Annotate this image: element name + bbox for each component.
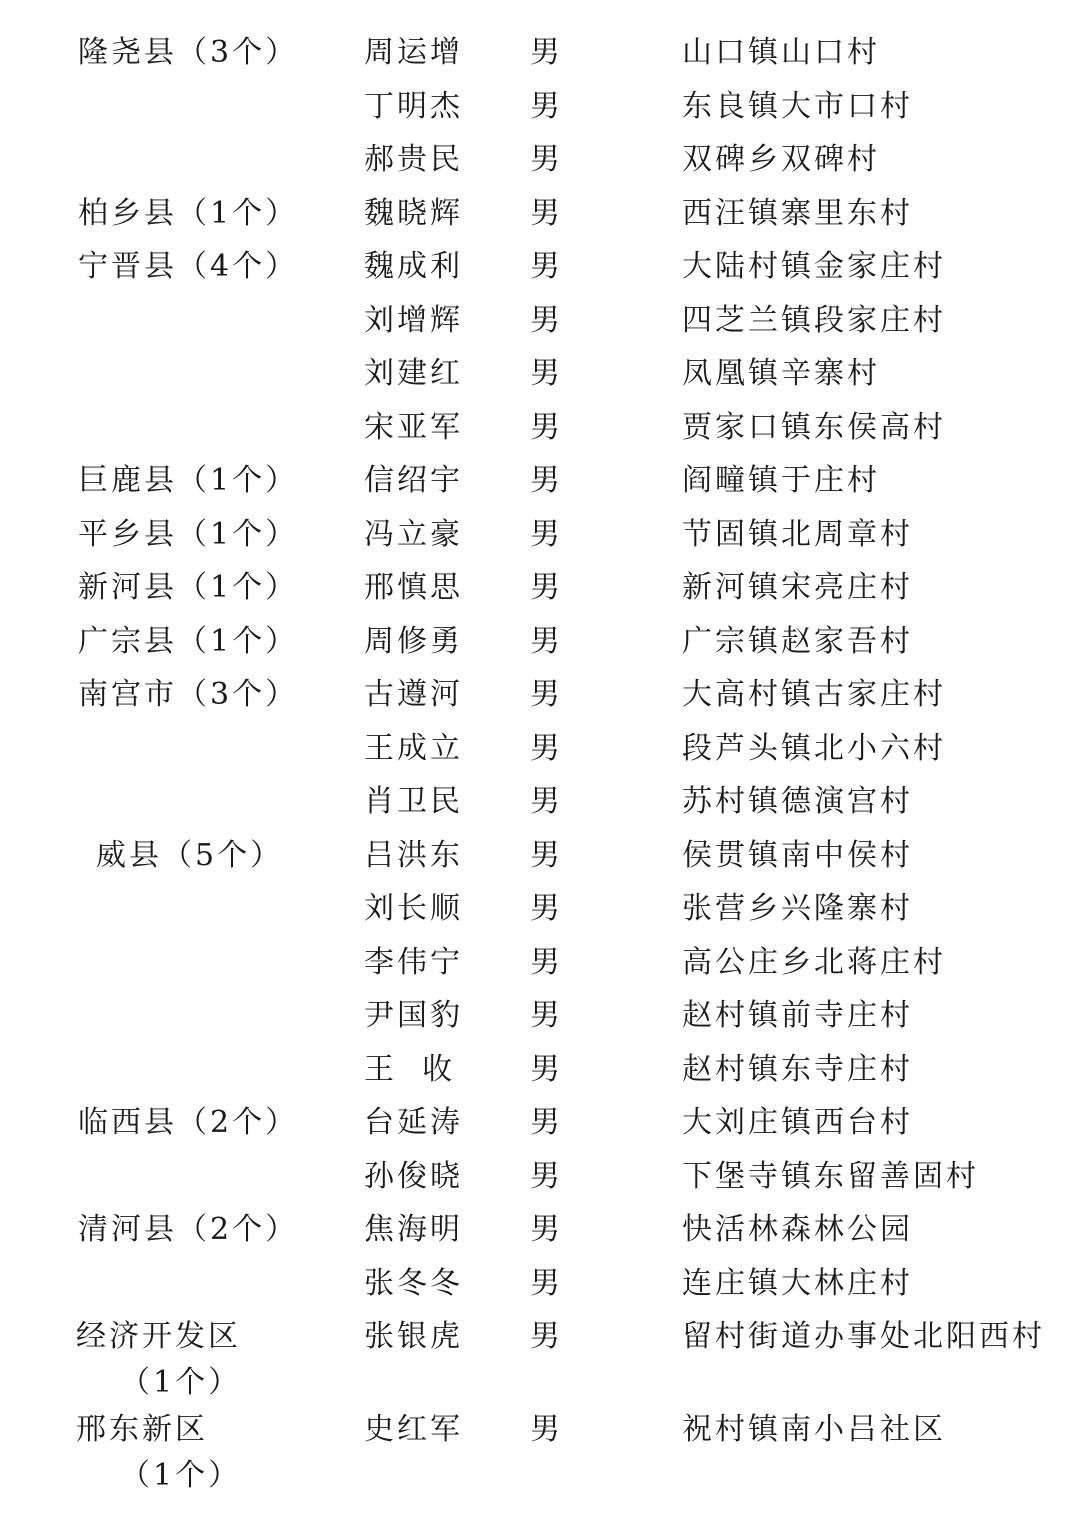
table-row — [0, 194, 1080, 234]
village-location: 贾家口镇东侯高村 — [682, 410, 946, 445]
person-gender: 男 — [530, 945, 563, 980]
person-name: 焦海明 — [364, 1212, 463, 1247]
village-location: 侯贯镇南中侯村 — [682, 838, 913, 873]
table-row — [0, 515, 1080, 555]
county-label: 平乡县（1个） — [78, 517, 299, 552]
village-location: 节固镇北周章村 — [682, 517, 913, 552]
person-gender: 男 — [530, 1266, 563, 1301]
county-label: 威县（5个） — [96, 838, 284, 873]
table-row — [0, 408, 1080, 448]
table-row — [0, 1103, 1080, 1143]
county-label: 柏乡县（1个） — [78, 196, 299, 231]
village-location: 留村街道办事处北阳西村 — [682, 1319, 1045, 1354]
village-location: 大陆村镇金家庄村 — [682, 249, 946, 284]
village-location: 张营乡兴隆寨村 — [682, 891, 913, 926]
person-gender: 男 — [530, 463, 563, 498]
person-gender: 男 — [530, 517, 563, 552]
table-row — [0, 1210, 1080, 1250]
village-location: 赵村镇前寺庄村 — [682, 998, 913, 1033]
village-location: 大刘庄镇西台村 — [682, 1105, 913, 1140]
village-location: 快活林森林公园 — [682, 1212, 913, 1247]
person-gender: 男 — [530, 1052, 563, 1087]
village-location: 段芦头镇北小六村 — [682, 731, 946, 766]
person-name: 王成立 — [364, 731, 463, 766]
person-name: 尹国豹 — [364, 998, 463, 1033]
village-location: 下堡寺镇东留善固村 — [682, 1159, 979, 1194]
person-gender: 男 — [530, 142, 563, 177]
county-label: 清河县（2个） — [78, 1212, 299, 1247]
county-label: 广宗县（1个） — [78, 624, 299, 659]
person-gender: 男 — [530, 249, 563, 284]
person-name: 郝贵民 — [364, 142, 463, 177]
person-gender: 男 — [530, 303, 563, 338]
person-gender: 男 — [530, 356, 563, 391]
table-row — [0, 622, 1080, 662]
table-row — [0, 1317, 1080, 1407]
person-gender: 男 — [530, 1412, 563, 1447]
village-location: 苏村镇德演宫村 — [682, 784, 913, 819]
table-row — [0, 729, 1080, 769]
table-row — [0, 1050, 1080, 1090]
table-row — [0, 301, 1080, 341]
person-gender: 男 — [530, 624, 563, 659]
person-gender: 男 — [530, 410, 563, 445]
county-label: 邢东新区 — [76, 1412, 208, 1447]
county-count: （1个） — [120, 1458, 242, 1493]
village-location: 双碑乡双碑村 — [682, 142, 880, 177]
person-gender: 男 — [530, 1159, 563, 1194]
person-name: 孙俊晓 — [364, 1159, 463, 1194]
village-location: 凤凰镇辛寨村 — [682, 356, 880, 391]
person-gender: 男 — [530, 838, 563, 873]
person-name: 张银虎 — [364, 1319, 463, 1354]
person-gender: 男 — [530, 1105, 563, 1140]
table-row — [0, 943, 1080, 983]
village-location: 祝村镇南小吕社区 — [682, 1412, 946, 1447]
table-row — [0, 1410, 1080, 1500]
person-name: 冯立豪 — [364, 517, 463, 552]
table-row — [0, 33, 1080, 73]
table-row — [0, 247, 1080, 287]
village-location: 赵村镇东寺庄村 — [682, 1052, 913, 1087]
table-row — [0, 461, 1080, 501]
county-label: 南宫市（3个） — [78, 677, 299, 712]
table-row — [0, 782, 1080, 822]
village-location: 东良镇大市口村 — [682, 89, 913, 124]
village-location: 大高村镇古家庄村 — [682, 677, 946, 712]
person-name: 古遵河 — [364, 677, 463, 712]
person-gender: 男 — [530, 784, 563, 819]
table-row — [0, 568, 1080, 608]
table-row — [0, 140, 1080, 180]
person-name: 台延涛 — [364, 1105, 463, 1140]
village-location: 高公庄乡北蒋庄村 — [682, 945, 946, 980]
village-location: 西汪镇寨里东村 — [682, 196, 913, 231]
person-name: 刘建红 — [364, 356, 463, 391]
table-row — [0, 996, 1080, 1036]
village-location: 阎疃镇于庄村 — [682, 463, 880, 498]
person-name: 周修勇 — [364, 624, 463, 659]
county-count: （1个） — [120, 1365, 242, 1400]
person-name: 史红军 — [364, 1412, 463, 1447]
person-gender: 男 — [530, 891, 563, 926]
person-name: 魏成利 — [364, 249, 463, 284]
table-row — [0, 889, 1080, 929]
person-gender: 男 — [530, 998, 563, 1033]
village-location: 连庄镇大林庄村 — [682, 1266, 913, 1301]
county-label: 临西县（2个） — [78, 1105, 299, 1140]
county-label: 经济开发区 — [76, 1319, 241, 1354]
table-row — [0, 1157, 1080, 1197]
table-row — [0, 836, 1080, 876]
person-name: 肖卫民 — [364, 784, 463, 819]
table-row — [0, 354, 1080, 394]
table-row — [0, 1264, 1080, 1304]
person-name: 信绍宇 — [364, 463, 463, 498]
person-gender: 男 — [530, 35, 563, 70]
person-name: 魏晓辉 — [364, 196, 463, 231]
person-name: 丁明杰 — [364, 89, 463, 124]
person-gender: 男 — [530, 196, 563, 231]
county-label: 隆尧县（3个） — [78, 35, 299, 70]
village-location: 新河镇宋亮庄村 — [682, 570, 913, 605]
county-label: 宁晋县（4个） — [78, 249, 299, 284]
person-gender: 男 — [530, 731, 563, 766]
county-label: 巨鹿县（1个） — [78, 463, 299, 498]
person-name: 刘长顺 — [364, 891, 463, 926]
person-name: 宋亚军 — [364, 410, 463, 445]
person-name: 李伟宁 — [364, 945, 463, 980]
person-name: 吕洪东 — [364, 838, 463, 873]
table-row — [0, 675, 1080, 715]
person-name: 王 收 — [364, 1052, 456, 1087]
person-gender: 男 — [530, 89, 563, 124]
person-name: 周运增 — [364, 35, 463, 70]
person-gender: 男 — [530, 677, 563, 712]
person-gender: 男 — [530, 1319, 563, 1354]
person-gender: 男 — [530, 1212, 563, 1247]
village-location: 广宗镇赵家吾村 — [682, 624, 913, 659]
village-location: 山口镇山口村 — [682, 35, 880, 70]
person-name: 刘增辉 — [364, 303, 463, 338]
village-location: 四芝兰镇段家庄村 — [682, 303, 946, 338]
person-name: 张冬冬 — [364, 1266, 463, 1301]
person-name: 邢慎思 — [364, 570, 463, 605]
person-gender: 男 — [530, 570, 563, 605]
table-row — [0, 87, 1080, 127]
county-label: 新河县（1个） — [78, 570, 299, 605]
